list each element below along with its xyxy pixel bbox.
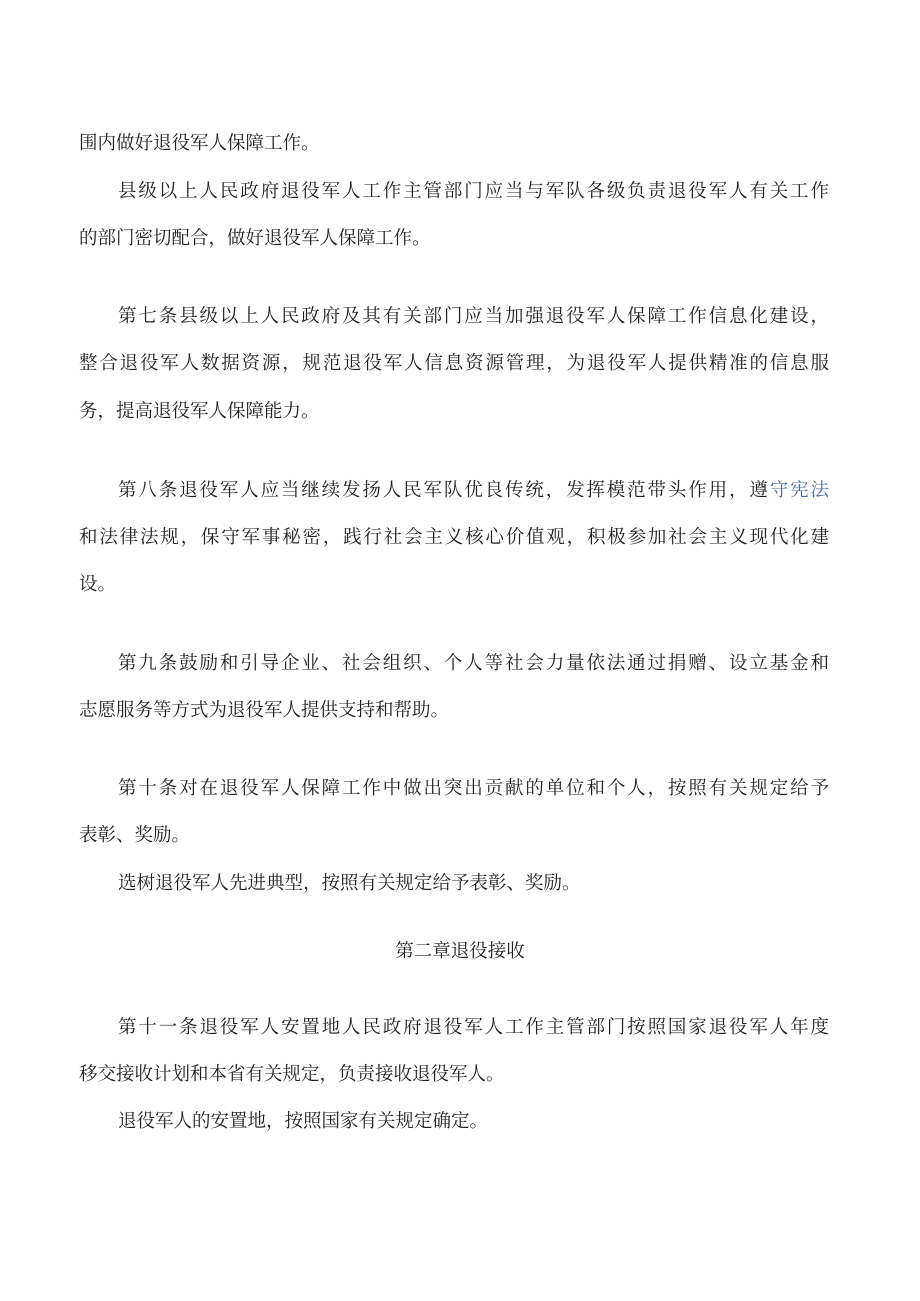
paragraph-line: 县级以上人民政府退役军人工作主管部门应当与军队各级负责退役军人有关工作: [118, 181, 829, 202]
paragraph-line: 和法律法规，保守军事秘密，践行社会主义核心价值观，积极参加社会主义现代化建: [79, 527, 829, 548]
chapter-title: 第二章退役接收: [395, 941, 525, 962]
article-9-line: 第九条鼓励和引导企业、社会组织、个人等社会力量依法通过捐赠、设立基金和: [118, 653, 829, 674]
paragraph-line: 务，提高退役军人保障能力。: [79, 401, 320, 422]
paragraph-text: 第八条退役军人应当继续发扬人民军队优良传统，发挥模范带头作用，遵: [118, 480, 770, 501]
paragraph-line: 围内做好退役军人保障工作。: [79, 133, 320, 154]
article-10-line: 第十条对在退役军人保障工作中做出突出贡献的单位和个人，按照有关规定给予: [118, 778, 829, 799]
paragraph-line: 表彰、奖励。: [79, 825, 191, 846]
paragraph-line: 志愿服务等方式为退役军人提供支持和帮助。: [79, 700, 450, 721]
article-8-line: [118, 479, 829, 503]
article-11-line: 第十一条退役军人安置地人民政府退役军人工作主管部门按照国家退役军人年度: [118, 1017, 829, 1038]
paragraph-line: 退役军人的安置地，按照国家有关规定确定。: [118, 1111, 489, 1132]
article-7-line: 第七条县级以上人民政府及其有关部门应当加强退役军人保障工作信息化建设，: [118, 306, 829, 327]
paragraph-line: 选树退役军人先进典型，按照有关规定给予表彰、奖励。: [118, 873, 581, 894]
paragraph-line: 设。: [79, 574, 117, 595]
paragraph-line: 的部门密切配合，做好退役军人保障工作。: [79, 228, 431, 249]
paragraph-line: 整合退役军人数据资源，规范退役军人信息资源管理，为退役军人提供精准的信息服: [79, 353, 829, 374]
paragraph-line: 移交接收计划和本省有关规定，负责接收退役军人。: [79, 1064, 505, 1085]
constitution-link[interactable]: 守宪法: [769, 480, 829, 501]
